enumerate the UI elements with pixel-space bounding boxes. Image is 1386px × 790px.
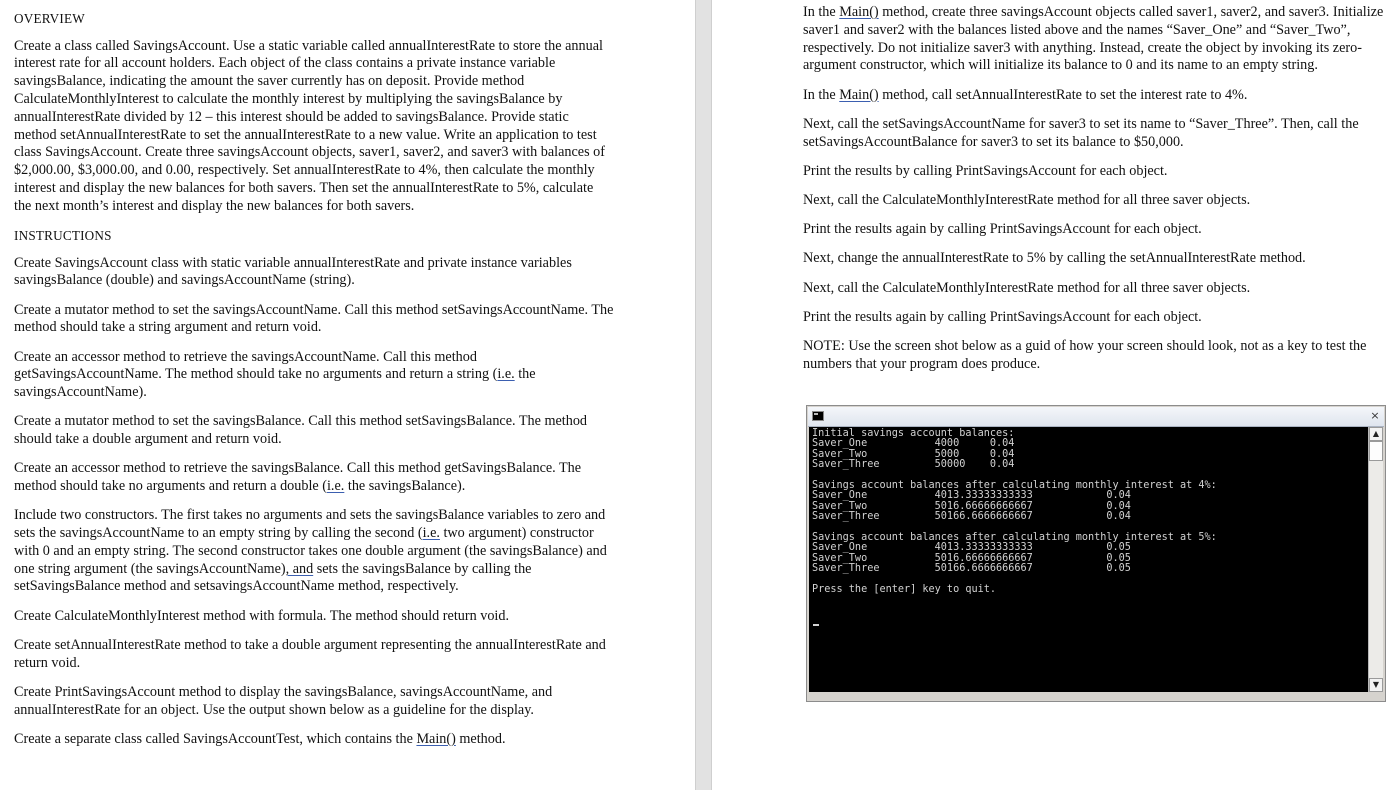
- instruction-get-name-paragraph: [14, 349, 614, 402]
- instruction-test-class-paragraph: [14, 731, 614, 749]
- instruction-class-paragraph: Create SavingsAccount class with static variable annualInterestRate and private instance variables savingsBalance (double) and savingsAccountName (string).: [14, 254, 572, 289]
- text-run: , which contains the: [299, 730, 417, 747]
- text-run: method, create three savingsAccount objects called saver1, saver2, and saver3. Initialize saver1 and saver2 with the balances listed above and the names “Saver_One” and “Saver_Two”, respectively. Do not initialize saver3 with anything. Instead, create the object by invoking its zero-argument constructor, which will initialize its balance to 0 and its name to an empty string.: [803, 4, 1384, 74]
- instruction-print-paragraph: Create PrintSavingsAccount method to display the savingsBalance, savingsAccountName, and annualInterestRate for an object. Use the output shown below as a guideline for the display.: [14, 683, 553, 718]
- instructions-heading: INSTRUCTIONS: [14, 227, 112, 243]
- close-icon: ×: [1370, 409, 1380, 422]
- main-method-link: Main(): [839, 86, 879, 103]
- console-output-area: [809, 427, 1369, 692]
- ie-abbrev: i.e.: [497, 366, 515, 383]
- ie-abbrev: i.e.: [326, 478, 345, 495]
- console-screenshot: [806, 405, 1386, 702]
- print-again-paragraph: Print the results again by calling PrintSavingsAccount for each object.: [803, 221, 1202, 238]
- main-method-link: Main(): [416, 730, 456, 747]
- console-output-text: Initial savings account balances: Saver_One 4000 0.04 Saver_Two 5000 0.04 Saver_Three 50000 0.04 Savings account balances after calculating monthly interest at 4%: Saver_One 4013.33333333333 0.04 Saver_Two 5016.66666666667 0.04 Saver_Three 50166.6666666667 0.04 Savings account balances after calculating monthly interest at 5%: Saver_One 4013.33333333333 0.05 Saver_Two 5016.66666666667 0.05 Saver_Three 50166.6666666667 0.05 Press the [enter] key to quit.: [812, 428, 1217, 596]
- left-column: [14, 10, 614, 760]
- page-gutter: [695, 0, 712, 790]
- text-run: the savingsAccountName).: [14, 366, 536, 401]
- scroll-up-arrow-icon: ▲: [1369, 427, 1383, 441]
- text-run: two argument) constructor with 0 and an empty string. The second constructor takes one double argument (the savingsBalance) and one string argument (the savingsAccountName): [14, 525, 607, 577]
- text-run: In the: [803, 4, 840, 20]
- main-set-rate-paragraph: [803, 87, 1386, 105]
- scroll-down-arrow-icon: ▼: [1369, 678, 1383, 692]
- main-create-paragraph: [803, 4, 1386, 75]
- ie-abbrev: i.e.: [422, 525, 440, 542]
- text-run: method, call setAnnualInterestRate to set the interest rate to 4%.: [878, 86, 1248, 103]
- calc-interest-paragraph: Next, call the CalculateMonthlyInterestRate method for all three saver objects.: [803, 191, 1251, 208]
- main-method-link: Main(): [839, 4, 879, 20]
- calc-interest-again-paragraph: Next, call the CalculateMonthlyInterestRate method for all three saver objects.: [803, 279, 1251, 296]
- console-titlebar: [808, 407, 1384, 427]
- text-run: Include two constructors. The first takes no arguments and sets the savingsBalance variables to zero and sets the savingsAccountName to an empty string by calling the second (: [14, 507, 606, 542]
- console-cursor: [813, 624, 819, 626]
- instruction-constructors-paragraph: [14, 507, 614, 596]
- instruction-get-balance-paragraph: [14, 460, 614, 496]
- change-rate-paragraph: Next, change the annualInterestRate to 5% by calling the setAnnualInterestRate method.: [803, 250, 1306, 267]
- text-run: the savingsBalance).: [344, 478, 466, 495]
- instruction-set-balance-paragraph: Create a mutator method to set the savingsBalance. Call this method setSavingsBalance. The method should take a double argument and return void.: [14, 413, 588, 448]
- print-final-paragraph: Print the results again by calling PrintSavingsAccount for each object.: [803, 308, 1202, 325]
- text-run: sets the savingsBalance by calling the setSavingsBalance method and setsavingsAccountName method, respectively.: [14, 560, 532, 595]
- text-run: In the: [803, 86, 840, 103]
- text-run: method.: [455, 730, 506, 747]
- overview-heading: OVERVIEW: [14, 11, 85, 26]
- instruction-set-rate-paragraph: Create setAnnualInterestRate method to take a double argument representing the annualInterestRate and return void.: [14, 636, 606, 671]
- overview-paragraph: Create a class called SavingsAccount. Use a static variable called annualInterestRate to store the annual interest rate for all account holders. Each object of the class contains a private instance variable savingsBalance, indicating the amount the saver currently has on deposit. Provide method CalculateMonthlyInterest to calculate the monthly interest by multiplying the savingsBalance by annualInterestRate divided by 12 – this interest should be added to savingsBalance. Provide static method setAnnualInterestRate to set the annualInterestRate to a new value. Write an application to test class SavingsAccount. Create three savingsAccount objects, saver1, saver2, and saver3 with balances of $2,000.00, $3,000.00, and 0.00, respectively. Set annualInterestRate to 4%, then calculate the monthly interest and display the new balances for both savers. Then set the annualInterestRate to 5%, calculate the next month’s interest and display the new balances for both savers.: [14, 37, 605, 214]
- right-column: [803, 4, 1386, 385]
- note-paragraph: NOTE: Use the screen shot below as a guid of how your screen should look, not as a key to test the numbers that your program does produce.: [803, 337, 1367, 372]
- console-window-icon: [812, 411, 824, 421]
- text-run: Create an accessor method to retrieve the savingsBalance. Call this method getSavingsBalance. The method should take no arguments and return a double (: [14, 460, 582, 495]
- saver3-setup-paragraph: Next, call the setSavingsAccountName for saver3 to set its name to “Saver_Three”. Then, call the setSavingsAccountBalance for saver3 to set its balance to $50,000.: [803, 115, 1359, 150]
- instruction-calc-interest-paragraph: Create CalculateMonthlyInterest method with formula. The method should return void.: [14, 607, 510, 624]
- scroll-thumb: [1369, 441, 1383, 461]
- print-results-paragraph: Print the results by calling PrintSavingsAccount for each object.: [803, 162, 1168, 179]
- instruction-set-name-paragraph: Create a mutator method to set the savingsAccountName. Call this method setSavingsAccountName. The method should take a string argument and return void.: [14, 301, 614, 336]
- console-scrollbar: [1368, 427, 1383, 692]
- and-underlined: , and: [285, 560, 314, 577]
- text-run: Create an accessor method to retrieve the savingsAccountName. Call this method getSavingsAccountName. The method should take no arguments and return a string (: [14, 348, 498, 383]
- text-run: Create a separate class called SavingsAccountTest: [14, 730, 300, 747]
